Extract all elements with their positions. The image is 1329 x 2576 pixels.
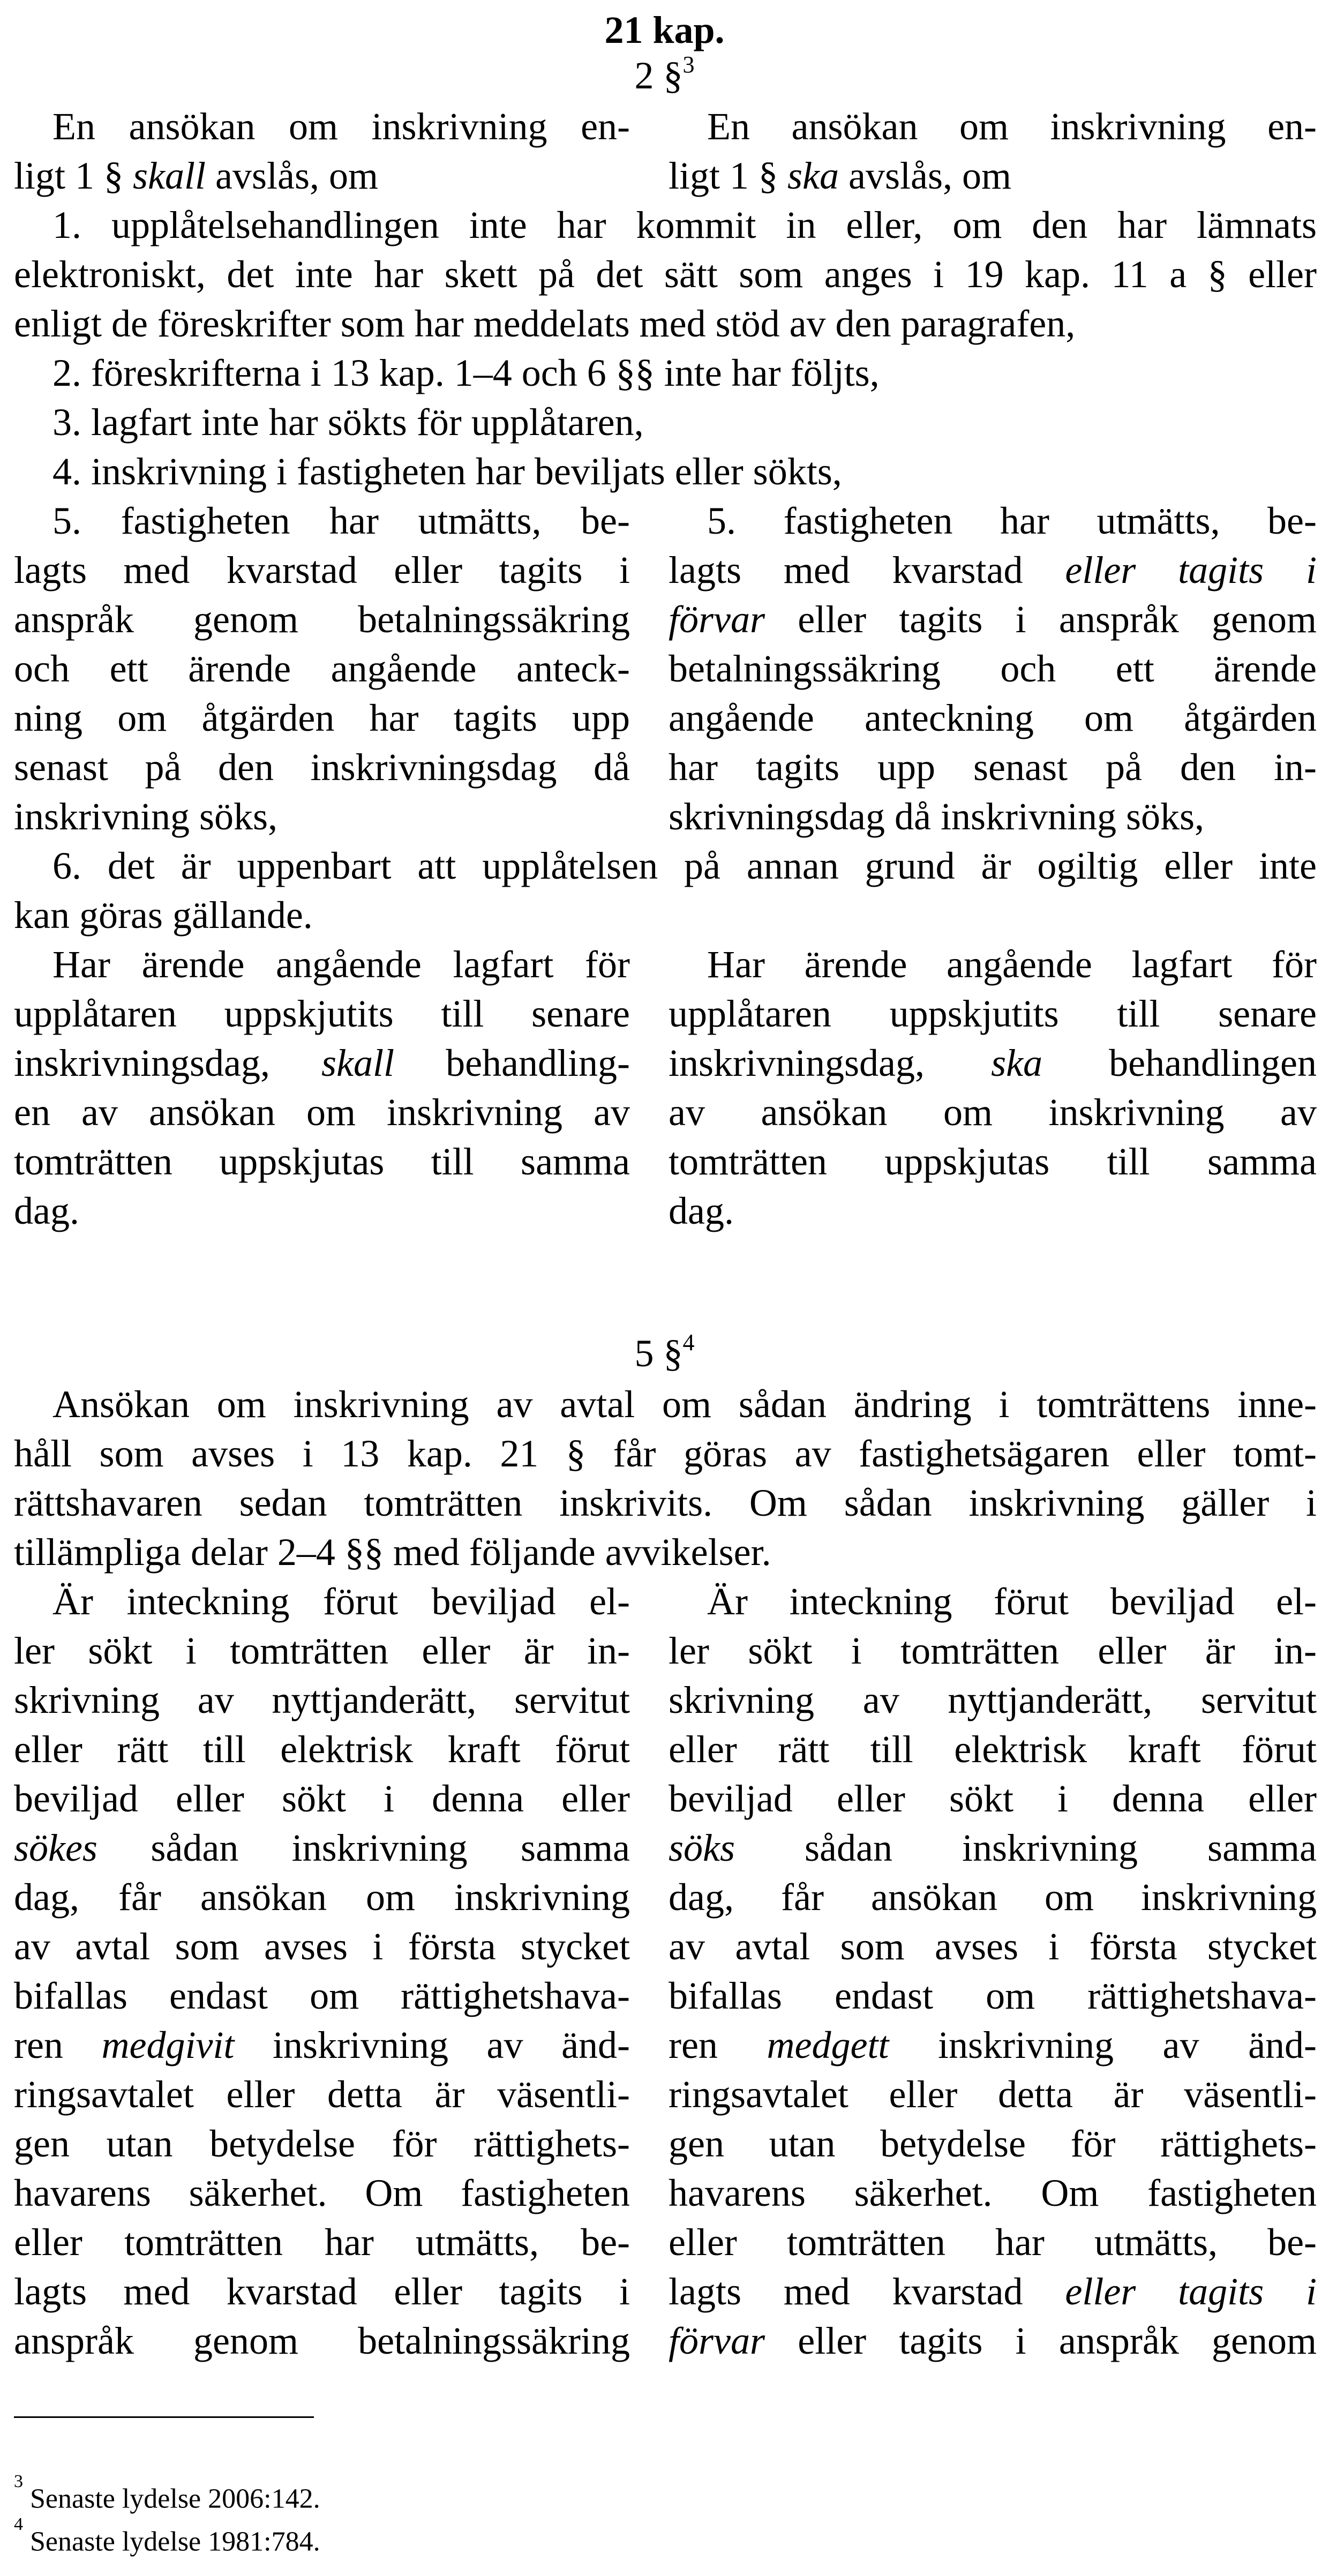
footnote-4: $^4$ Senaste lydelse 1981:784. [14, 2514, 320, 2557]
sec2-item-3: 3. lagfart inte har sökts för upplåtaren, [52, 401, 644, 444]
sec2-item-5-left: 5. fastigheten har utmätts, be- lagts med kvarstad eller tagits i anspråk genom betalningssäkring och ett ärende angående anteck- ning om åtgärden har tagits upp senast på den inskrivningsdag då inskrivning söks, [14, 499, 630, 838]
sec5-intro: Ansökan om inskrivning av avtal om sådan ändring i tomträttens inne- håll som avses i 13 kap. 21 § får göras av fastighetsägaren eller tomt- rättshavaren sedan tomträtten inskrivits. Om sådan inskrivning gäller i tillämpliga delar 2–4 §§ med följande avvikelser. [14, 1383, 1317, 1574]
sec2-item-6: 6. det är uppenbart att upplåtelsen på annan grund är ogiltig eller inte kan göras gällande. [14, 844, 1317, 937]
footnote-ref-4: 4 [682, 1329, 695, 1356]
sec2-item-5-right: 5. fastigheten har utmätts, be- lagts med kvarstad eller tagits i förvar eller tagits i anspråk genom betalningssäkring och ett ärende angående anteckning om åtgärden har tagits upp senast på den in- skrivningsdag då inskrivning söks, [669, 499, 1317, 838]
footnote-divider [14, 2416, 314, 2418]
sec5-paragraph-right: Är inteckning förut beviljad el- ler sökt i tomträtten eller är in- skrivning av nyttjanderätt, servitut eller rätt till elektrisk kraft förut beviljad eller sökt i denna eller söks sådan inskrivning samma dag, får ansökan om inskrivning av avtal som avses i första stycket bifallas endast om rättighetshava- ren medgett inskrivning av änd- ringsavtalet eller detta är väsentli- gen utan betydelse för rättighets- havarens säkerhet. Om fastigheten eller tomträtten har utmätts, be- lagts med kvarstad eller tagits i förvar eller tagits i anspråk genom [669, 1580, 1317, 2362]
section-2-number: 2 §$^3$ [634, 51, 695, 97]
sec2-item-4: 4. inskrivning i fastigheten har beviljats eller sökts, [52, 450, 842, 493]
chapter-heading: 21 kap. [604, 9, 725, 51]
sec2-item-1: 1. upplåtelsehandlingen inte har kommit in eller, om den har lämnats elektroniskt, det inte har skett på det sätt som anges i 19 kap. 11 a § eller enligt de föreskrifter som har meddelats med stöd av den paragrafen, [14, 204, 1317, 345]
footnote-3: $^3$ Senaste lydelse 2006:142. [14, 2472, 320, 2514]
sec2-paragraph-2-left: Har ärende angående lagfart för upplåtaren uppskjutits till senare inskrivningsdag, skall behandling- en av ansökan om inskrivning av tomträtten uppskjutas till samma dag. [14, 943, 630, 1232]
sec2-paragraph-2-right: Har ärende angående lagfart för upplåtaren uppskjutits till senare inskrivningsdag, ska behandlingen av ansökan om inskrivning av tomträtten uppskjutas till samma dag. [669, 943, 1317, 1232]
sec2-item-2: 2. föreskrifterna i 13 kap. 1–4 och 6 §§ inte har följts, [52, 351, 880, 394]
section-5-number: 5 §$^4$ [634, 1329, 695, 1375]
footnote-ref-3: 3 [682, 51, 695, 78]
sec2-intro-left: En ansökan om inskrivning en- ligt 1 § skall avslås, om [14, 105, 630, 197]
sec2-items-2-4 [14, 348, 1317, 496]
sec2-intro-right: En ansökan om inskrivning en- ligt 1 § ska avslås, om [669, 105, 1317, 197]
sec5-paragraph-left: Är inteckning förut beviljad el- ler sökt i tomträtten eller är in- skrivning av nyttjanderätt, servitut eller rätt till elektrisk kraft förut beviljad eller sökt i denna eller sökes sådan inskrivning samma dag, får ansökan om inskrivning av avtal som avses i första stycket bifallas endast om rättighetshava- ren medgivit inskrivning av änd- ringsavtalet eller detta är väsentli- gen utan betydelse för rättighets- havarens säkerhet. Om fastigheten eller tomträtten har utmätts, be- lagts med kvarstad eller tagits i anspråk genom betalningssäkring [14, 1580, 630, 2362]
